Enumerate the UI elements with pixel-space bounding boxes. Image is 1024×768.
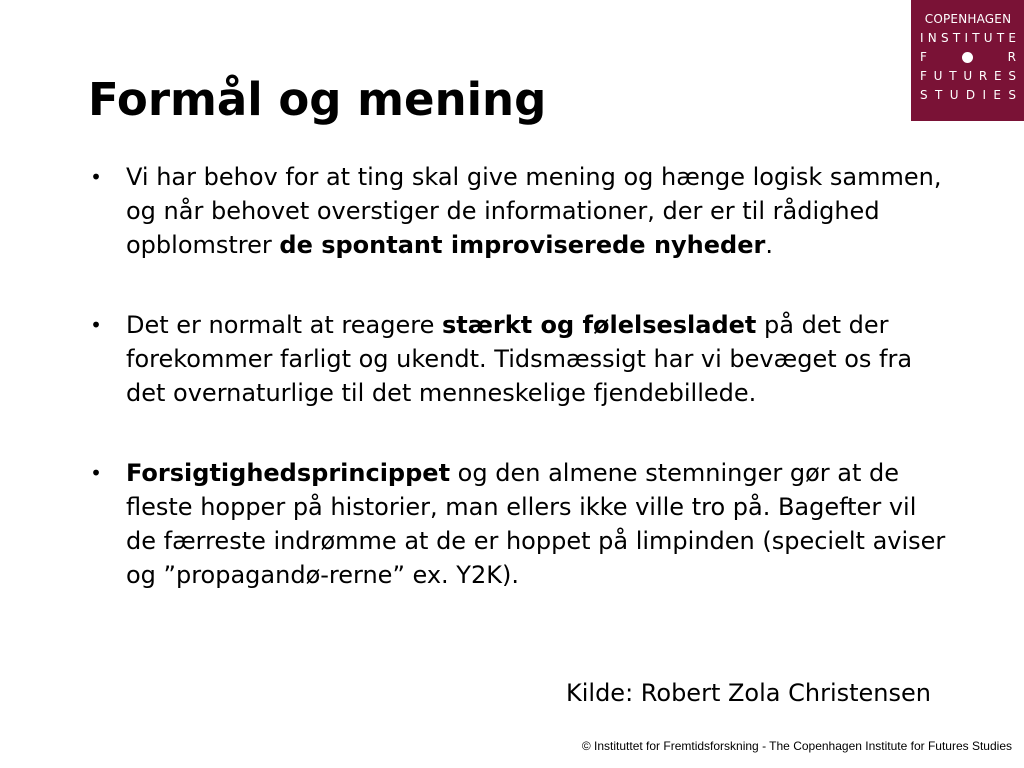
bullet-text: Det er normalt at reagere <box>126 311 442 339</box>
logo-line-institute <box>920 29 1016 48</box>
logo-word-copenhagen: COPENHAGEN <box>924 12 1012 26</box>
logo-letter: T <box>949 69 957 83</box>
bullet-text: . <box>765 231 773 259</box>
slide-title: Formål og mening <box>88 73 547 126</box>
logo-letter: S <box>941 31 949 45</box>
bullet-icon: • <box>90 165 102 189</box>
logo-dot-icon <box>962 52 973 63</box>
logo-letter: U <box>983 31 993 45</box>
bullet-text: Vi har behov for at ting skal give mening og hænge logisk sammen, og når behovet overstiger de informationer, der er til rådighed opblomstrer <box>126 163 942 259</box>
logo-letter: U <box>949 88 959 102</box>
copyright-footer: © Instituttet for Fremtidsforskning - The Copenhagen Institute for Futures Studies <box>581 739 1012 753</box>
logo-letter: S <box>920 88 928 102</box>
logo-letter: U <box>933 69 943 83</box>
bullet-icon: • <box>90 313 102 337</box>
bullet-emphasis: de spontant improviserede nyheder <box>279 231 766 259</box>
logo-letter: E <box>993 88 1001 102</box>
logo-letter: R <box>1007 50 1016 64</box>
logo-line-studies <box>920 86 1016 105</box>
logo-letter: F <box>920 69 927 83</box>
logo-letter: N <box>927 31 937 45</box>
logo-letter: E <box>1008 31 1016 45</box>
institute-logo <box>911 0 1024 121</box>
logo-letter: T <box>972 31 980 45</box>
logo-letter: I <box>920 31 924 45</box>
logo-line-futures <box>920 67 1016 86</box>
logo-letter: S <box>1008 69 1016 83</box>
logo-letter: T <box>934 88 943 102</box>
bullet-item <box>86 160 946 262</box>
logo-line-copenhagen <box>920 10 1016 29</box>
logo-letter: I <box>964 31 968 45</box>
logo-letter: T <box>952 31 961 45</box>
logo-letter: F <box>920 50 927 64</box>
logo-letter: U <box>963 69 973 83</box>
bullet-item <box>86 456 946 592</box>
logo-letter: S <box>1008 88 1016 102</box>
logo-letter: R <box>978 69 988 83</box>
bullet-emphasis: stærkt og følelsesladet <box>441 311 757 339</box>
bullet-emphasis: Forsigtighedsprincippet <box>126 459 451 487</box>
bullet-text: på det der forekommer farligt og ukendt. Tidsmæssigt har vi bevæget os fra det overnaturlige til det menneskelige fjendebillede. <box>126 311 913 407</box>
logo-letter: E <box>994 69 1002 83</box>
bullet-list <box>86 160 946 592</box>
logo-line-for <box>920 48 1016 67</box>
logo-letter: T <box>996 31 1005 45</box>
bullet-text: og den almene stemninger gør at de fleste hopper på historier, man ellers ikke ville tro på. Bagefter vil de færreste indrømme at de er hoppet på limpinden (specielt aviser og ”propagandø-rerne” ex. Y2K). <box>126 459 946 589</box>
source-credit: Kilde: Robert Zola Christensen <box>566 679 931 707</box>
logo-letter: D <box>965 88 976 102</box>
bullet-item <box>86 308 946 410</box>
bullet-icon: • <box>90 461 102 485</box>
logo-letter: I <box>982 88 986 102</box>
